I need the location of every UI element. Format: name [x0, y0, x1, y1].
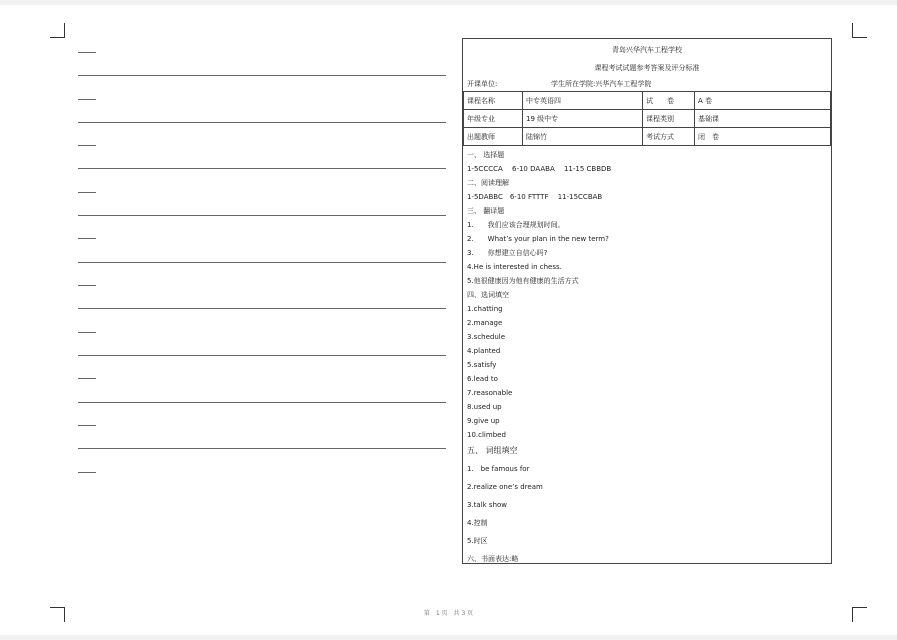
sheet-title: 课程考试试题参考答案及评分标准 — [594, 64, 700, 72]
margin-rule — [78, 402, 446, 403]
school-name: 青岛兴华汽车工程学校 — [612, 46, 682, 54]
answer-line: 1.chatting — [467, 305, 503, 313]
margin-rule — [78, 168, 446, 169]
margin-rule — [78, 332, 96, 333]
table-cell: 陆锦竹 — [523, 128, 643, 146]
margin-rule — [78, 355, 446, 356]
margin-rule — [78, 472, 96, 473]
answer-line: 2.manage — [467, 319, 503, 327]
table-cell: 课程名称 — [464, 92, 523, 110]
table-cell: 考试方式 — [643, 128, 695, 146]
table-cell: A 卷 — [695, 92, 831, 110]
section-heading: 一、 选择题 — [467, 151, 505, 159]
crop-mark-top-left — [50, 23, 65, 38]
margin-rule — [78, 425, 96, 426]
margin-rule — [78, 52, 96, 53]
margin-rule — [78, 215, 446, 216]
table-cell: 中专英语四 — [523, 92, 643, 110]
margin-rule — [78, 308, 446, 309]
answer-line: 10.climbed — [467, 431, 506, 439]
table-cell: 试 卷 — [643, 92, 695, 110]
margin-rule — [78, 145, 96, 146]
answer-line: 9.give up — [467, 417, 500, 425]
answer-line: 8.used up — [467, 403, 502, 411]
table-cell: 出题教师 — [464, 128, 523, 146]
margin-rule — [78, 122, 446, 123]
section-heading: 四、选词填空 — [467, 291, 509, 299]
answer-content — [467, 148, 827, 568]
answer-line: 4.planted — [467, 347, 501, 355]
section-heading: 三、 翻译题 — [467, 207, 505, 215]
margin-rule — [78, 99, 96, 100]
margin-rule — [78, 262, 446, 263]
table-row — [464, 128, 831, 146]
margin-rule — [78, 75, 446, 76]
page-number: 第 1 页 共 3 页 — [423, 610, 474, 617]
document-page — [0, 5, 897, 635]
margin-rule — [78, 448, 446, 449]
table-cell: 19 级中专 — [523, 110, 643, 128]
answer-line: 3.talk show — [467, 501, 508, 509]
answer-line: 1. 我们应该合理规划时间。 — [467, 221, 565, 229]
answer-line: 1-5CCCCA 6-10 DAABA 11-15 CBBDB — [467, 165, 612, 173]
answer-line: 6.lead to — [467, 375, 498, 383]
answer-line: 7.reasonable — [467, 389, 513, 397]
unit-label: 开课单位: — [467, 80, 498, 88]
answer-sheet — [462, 38, 832, 564]
margin-rule — [78, 378, 96, 379]
course-info-table — [463, 91, 831, 146]
answer-line: 2. What’s your plan in the new term? — [467, 235, 609, 243]
section-heading: 六、书面表达:略 — [467, 555, 519, 563]
college-label: 学生所在学院:兴华汽车工程学院 — [551, 80, 652, 88]
table-cell: 课程类别 — [643, 110, 695, 128]
answer-line: 4.控制 — [467, 519, 488, 527]
table-cell: 基础课 — [695, 110, 831, 128]
answer-line: 5.他很健康因为他有健康的生活方式 — [467, 277, 579, 285]
crop-mark-top-right — [852, 23, 867, 38]
margin-rule — [78, 238, 96, 239]
section-heading: 二、阅读理解 — [467, 179, 509, 187]
answer-line: 5.satisfy — [467, 361, 497, 369]
margin-rule — [78, 192, 96, 193]
answer-line: 2.realize one’s dream — [467, 483, 543, 491]
answer-line: 3. 你想建立自信心吗? — [467, 249, 548, 257]
table-cell: 闭 卷 — [695, 128, 831, 146]
answer-line: 1-5DABBC 6-10 FTTTF 11-15CCBAB — [467, 193, 603, 201]
answer-line: 5.时区 — [467, 537, 488, 545]
answer-line: 1. be famous for — [467, 465, 530, 473]
margin-rule — [78, 285, 96, 286]
answer-line: 4.He is interested in chess. — [467, 263, 562, 271]
table-row — [464, 110, 831, 128]
answer-line: 3.schedule — [467, 333, 506, 341]
section-heading: 五、 词组填空 — [467, 446, 518, 455]
table-cell: 年级专业 — [464, 110, 523, 128]
table-row — [464, 92, 831, 110]
